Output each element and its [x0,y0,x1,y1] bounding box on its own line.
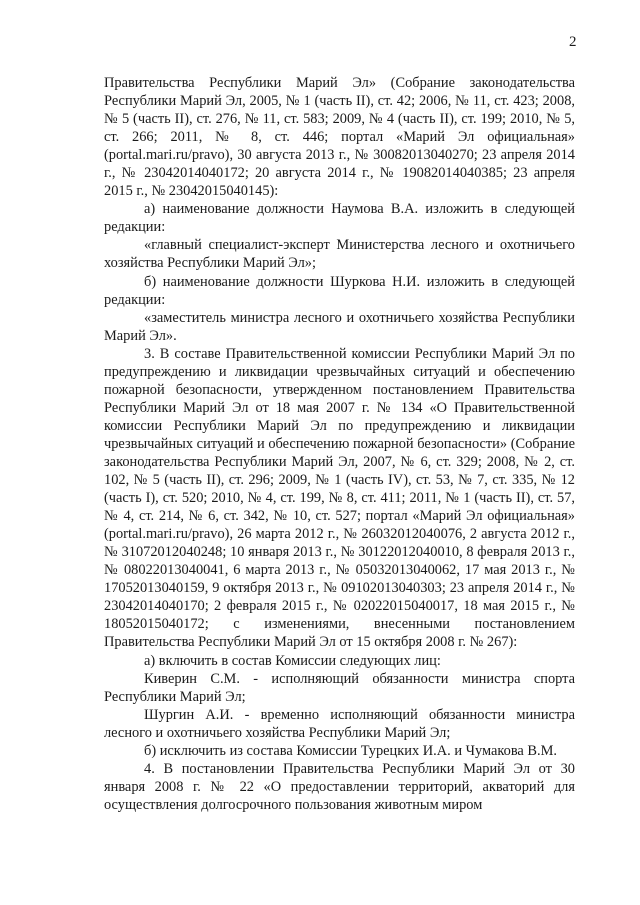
paragraph-member-shurgin: Шургин А.И. - временно исполняющий обязанности министра лесного и охотничьего хозяйства Республики Марий Эл; [104,706,575,741]
paragraph-item-b-shurkov: б) наименование должности Шуркова Н.И. изложить в следующей редакции: [104,273,575,308]
paragraph-quote-deputy-minister: «заместитель министра лесного и охотничьего хозяйства Республики Марий Эл». [104,309,575,344]
paragraph-citation-continuation: Правительства Республики Марий Эл» (Собрание законодательства Республики Марий Эл, 2005, № 1 (часть II), ст. 42; 2006, № 11, ст. 423; 2008, № 5 (часть II), ст. 276, № 11, ст. 583; 2009, № 4 (часть II), ст. 199; 2010, № 5, ст. 266; 2011, № 8, ст. 446; портал «Марий Эл официальная» (portal.mari.ru/pravo), 30 августа 2013 г., № 30082013040270; 23 апреля 2014 г., № 23042014040172; 20 августа 2014 г., № 19082014040385; 23 апреля 2015 г., № 23042015040145): [104,75,575,200]
document-body [104,74,575,814]
paragraph-section-3: 3. В составе Правительственной комиссии Республики Марий Эл по предупреждению и ликвидации чрезвычайных ситуаций и обеспечению пожарной безопасности, утвержденном постановлением Правительства Республики Марий Эл от 18 мая 2007 г. № 134 «О Правительственной комиссии Республики Марий Эл по предупреждению и ликвидации чрезвычайных ситуаций и обеспечению пожарной безопасности» (Собрание законодательства Республики Марий Эл, 2007, № 6, ст. 329; 2008, № 2, ст. 102, № 5 (часть II), ст. 296; 2009, № 1 (часть IV), ст. 53, № 7, ст. 335, № 12 (часть I), ст. 520; 2010, № 4, ст. 199, № 8, ст. 411; 2011, № 1 (часть II), ст. 57, № 4, ст. 214, № 6, ст. 342, № 10, ст. 527; портал «Марий Эл официальная» (portal.mari.ru/pravo), 26 марта 2012 г., № 26032012040076, 2 августа 2012 г., № 31072012040248; 10 января 2013 г., № 30122012040010, 8 февраля 2013 г., № 08022013040041, 6 марта 2013 г., № 05032013040062, 17 мая 2013 г., № 17052013040159, 9 октября 2013 г., № 09102013040303; 23 апреля 2014 г., № 23042014040170; 2 февраля 2015 г., № 02022015040017, 18 мая 2015 г., № 18052015040172; с изменениями, внесенными постановлением Правительства Республики Марий Эл от 15 октября 2008 г. № 267): [104,345,575,651]
page-number: 2 [569,34,577,50]
paragraph-section-4: 4. В постановлении Правительства Республики Марий Эл от 30 января 2008 г. № 22 «О предоставлении территорий, акваторий для осуществления долгосрочного пользования животным миром [104,760,575,813]
paragraph-item-a-naumov: а) наименование должности Наумова В.А. изложить в следующей редакции: [104,201,575,236]
paragraph-item-b-exclude: б) исключить из состава Комиссии Турецких И.А. и Чумакова В.М. [144,742,558,759]
paragraph-member-kiverin: Киверин С.М. - исполняющий обязанности министра спорта Республики Марий Эл; [104,670,575,705]
paragraph-quote-chief-specialist: «главный специалист-эксперт Министерства лесного и охотничьего хозяйства Республики Марий Эл»; [104,237,575,272]
paragraph-item-a-include: а) включить в состав Комиссии следующих лиц: [144,652,441,669]
